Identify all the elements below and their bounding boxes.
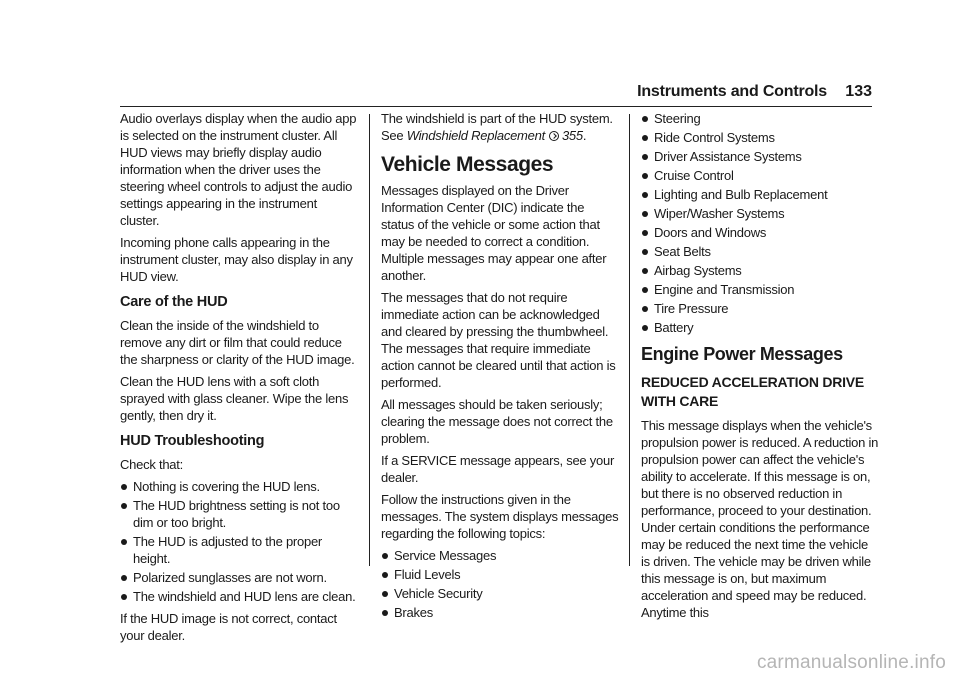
column-3 xyxy=(641,110,879,626)
paragraph: The messages that do not require immediate action can be acknowledged and cleared by pressing the thumbwheel. The messages that require immediate action cannot be cleared until that action is performed. xyxy=(381,290,616,390)
bullet-icon xyxy=(121,594,127,600)
column-1 xyxy=(120,110,358,649)
bullet-icon xyxy=(642,249,648,255)
list-item: Fluid Levels xyxy=(381,566,619,583)
list-item: Wiper/Washer Systems xyxy=(641,205,879,222)
section-heading: Care of the HUD xyxy=(120,294,228,310)
page-header xyxy=(0,78,960,108)
paragraph: Follow the instructions given in the messages. The system displays messages regarding the following topics: xyxy=(381,492,619,541)
bullet-icon xyxy=(642,154,648,160)
paragraph: This message displays when the vehicle's propulsion power is reduced. A reduction in propulsion power can affect the vehicle's ability to accelerate. If this message is on, but there is no observed reduction in performance, proceed to your destination. Under certain conditions the performance may be reduced the next time the vehicle is driven. The vehicle may be driven while this message is on, but maximum acceleration and speed may be reduced. Anytime this xyxy=(641,418,879,620)
list-item: Seat Belts xyxy=(641,243,879,260)
paragraph: If the HUD image is not correct, contact your dealer. xyxy=(120,611,337,643)
paragraph: Clean the HUD lens with a soft cloth sprayed with glass cleaner. Wipe the lens gently, then dry it. xyxy=(120,374,349,423)
list-item: Cruise Control xyxy=(641,167,879,184)
list-item: Tire Pressure xyxy=(641,300,879,317)
bullet-icon xyxy=(642,325,648,331)
list-item: Nothing is covering the HUD lens. xyxy=(120,478,358,495)
list-item: Battery xyxy=(641,319,879,336)
column-divider xyxy=(629,114,630,566)
bullet-icon xyxy=(642,268,648,274)
bullet-icon xyxy=(382,591,388,597)
column-divider xyxy=(369,114,370,566)
topic-list xyxy=(641,110,879,336)
bullet-icon xyxy=(382,572,388,578)
list-item: Engine and Transmission xyxy=(641,281,879,298)
list-item: Ride Control Systems xyxy=(641,129,879,146)
watermark: carmanualsonline.info xyxy=(756,652,946,673)
bullet-icon xyxy=(121,575,127,581)
bullet-icon xyxy=(121,539,127,545)
section-heading: Engine Power Messages xyxy=(641,344,843,364)
section-heading: HUD Troubleshooting xyxy=(120,433,265,449)
column-2 xyxy=(381,110,619,626)
header-rule xyxy=(120,106,872,107)
list-item: Vehicle Security xyxy=(381,585,619,602)
paragraph: Messages displayed on the Driver Information Center (DIC) indicate the status of the vehicle or some action that may be needed to correct a condition. Multiple messages may appear one after another. xyxy=(381,183,607,283)
bullet-icon xyxy=(642,135,648,141)
cross-reference-link[interactable]: Windshield Replacement 355 xyxy=(406,128,583,143)
bullet-icon xyxy=(642,116,648,122)
bullet-icon xyxy=(642,287,648,293)
section-title: Instruments and Controls xyxy=(637,83,827,100)
message-subheading: REDUCED ACCELERATION DRIVE WITH CARE xyxy=(641,374,864,409)
page-reference-icon xyxy=(549,131,559,141)
list-item: The HUD is adjusted to the proper height. xyxy=(120,533,358,567)
bullet-icon xyxy=(382,610,388,616)
list-item: Polarized sunglasses are not worn. xyxy=(120,569,358,586)
list-item: Lighting and Bulb Replacement xyxy=(641,186,879,203)
topic-list xyxy=(381,547,619,621)
list-item: Steering xyxy=(641,110,879,127)
bullet-icon xyxy=(642,173,648,179)
list-item: Driver Assistance Systems xyxy=(641,148,879,165)
list-item: Service Messages xyxy=(381,547,619,564)
list-item: The windshield and HUD lens are clean. xyxy=(120,588,358,605)
bullet-icon xyxy=(642,230,648,236)
paragraph: Incoming phone calls appearing in the instrument cluster, may also display in any HUD view. xyxy=(120,235,353,284)
paragraph: Clean the inside of the windshield to remove any dirt or film that could reduce the sharpness or clarity of the HUD image. xyxy=(120,318,355,367)
list-item: The HUD brightness setting is not too dim or too bright. xyxy=(120,497,358,531)
section-heading: Vehicle Messages xyxy=(381,153,554,176)
paragraph: All messages should be taken seriously; clearing the message does not correct the problem. xyxy=(381,397,613,446)
paragraph: If a SERVICE message appears, see your dealer. xyxy=(381,453,615,485)
checklist xyxy=(120,478,358,605)
list-item: Airbag Systems xyxy=(641,262,879,279)
bullet-icon xyxy=(121,484,127,490)
bullet-icon xyxy=(642,306,648,312)
bullet-icon xyxy=(642,192,648,198)
bullet-icon xyxy=(642,211,648,217)
paragraph: Audio overlays display when the audio app is selected on the instrument cluster. All HUD views may briefly display audio information when the driver uses the steering wheel controls to adjust the audio settings appearing in the instrument cluster. xyxy=(120,111,357,228)
paragraph: The windshield is part of the HUD system. See Windshield Replacement 355. xyxy=(381,111,613,143)
bullet-icon xyxy=(382,553,388,559)
bullet-icon xyxy=(121,503,127,509)
paragraph: Check that: xyxy=(120,457,184,472)
list-item: Brakes xyxy=(381,604,619,621)
page-number: 133 xyxy=(845,83,872,100)
list-item: Doors and Windows xyxy=(641,224,879,241)
